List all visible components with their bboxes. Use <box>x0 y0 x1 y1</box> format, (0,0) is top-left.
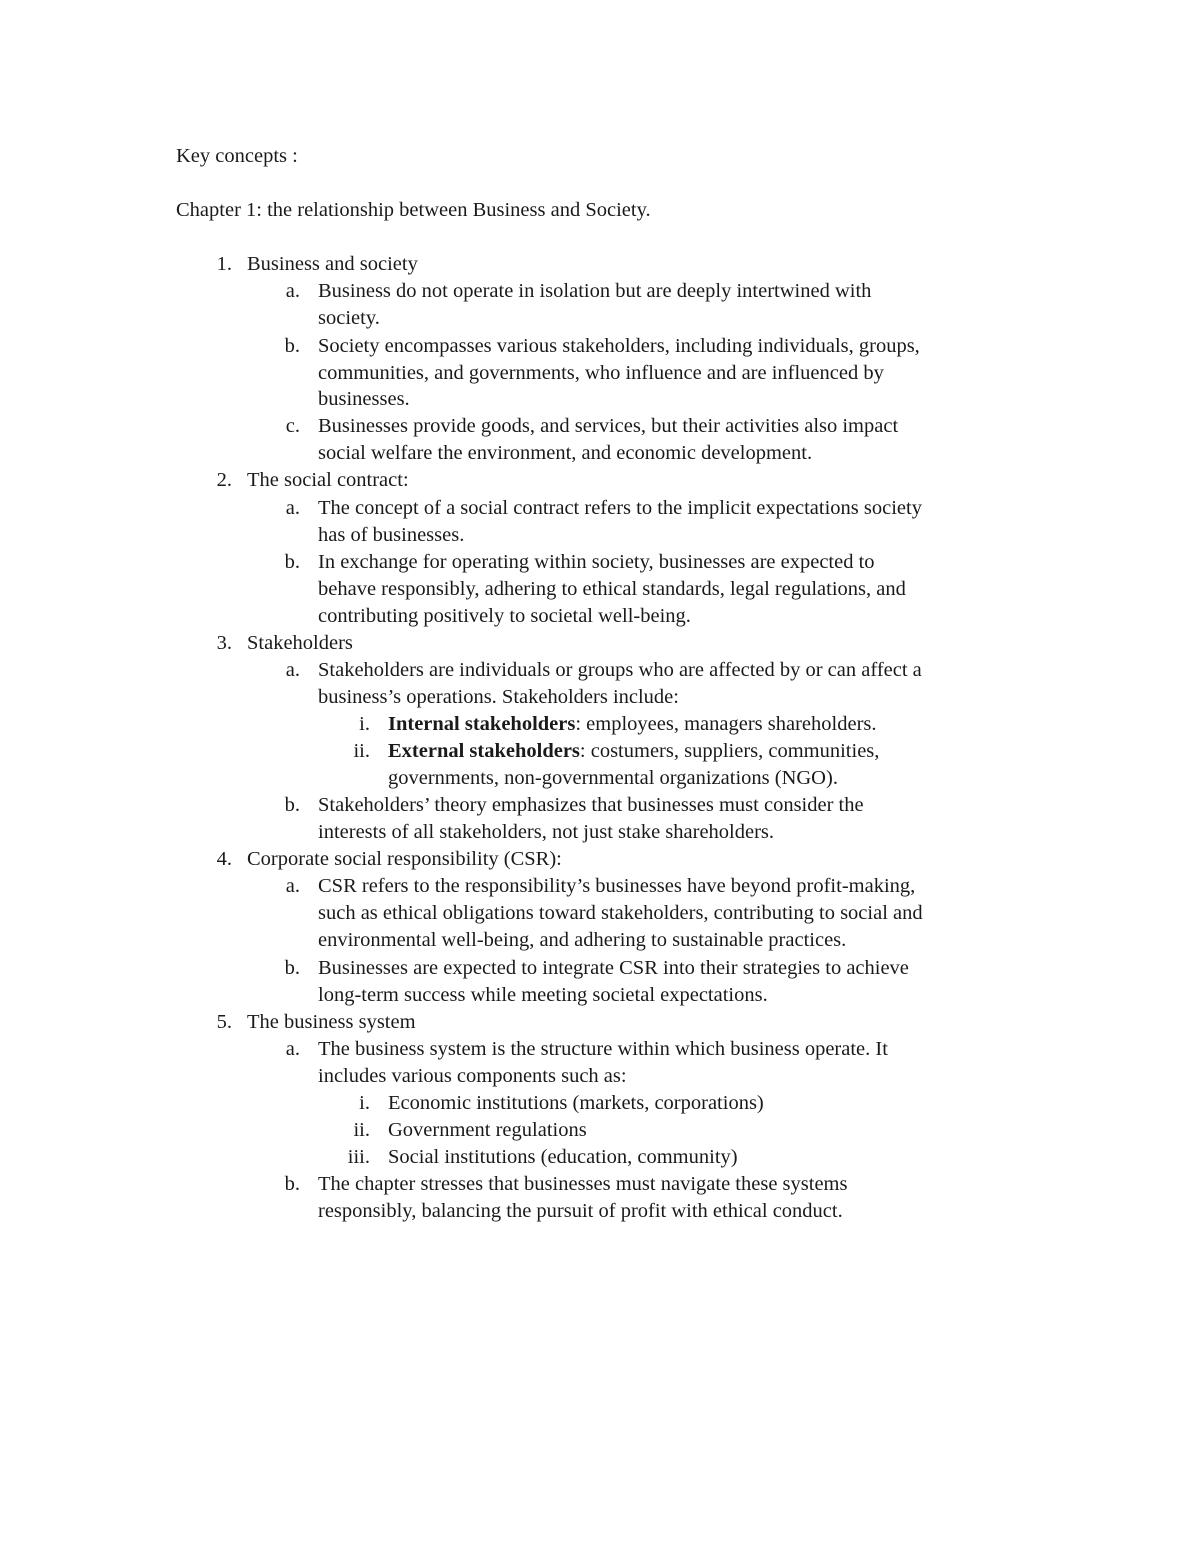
section-5a-i-marker: i. <box>359 1092 370 1114</box>
external-stakeholders-desc: : costumers, suppliers, communities, <box>579 740 880 762</box>
key-concepts-heading: Key concepts : <box>176 145 298 167</box>
section-4b-marker: b. <box>284 957 300 979</box>
section-3a-ii-continuation: governments, non-governmental organizations (NGO). <box>388 767 838 789</box>
section-3a-ii-marker: ii. <box>353 740 370 762</box>
section-1b-marker: b. <box>284 335 300 357</box>
section-2a-marker: a. <box>285 497 300 519</box>
internal-stakeholders-desc: : employees, managers shareholders. <box>575 713 877 735</box>
section-5a-i-text: Economic institutions (markets, corporations) <box>388 1092 764 1114</box>
section-4a-line-1: CSR refers to the responsibility’s businesses have beyond profit-making, <box>318 875 916 897</box>
section-2b-line-3: contributing positively to societal well-being. <box>318 605 691 627</box>
section-5a-ii-marker: ii. <box>353 1119 370 1141</box>
section-5a-iii-text: Social institutions (education, community) <box>388 1146 738 1168</box>
section-4-number: 4. <box>216 848 232 870</box>
section-3b-marker: b. <box>284 794 300 816</box>
section-2b-line-1: In exchange for operating within society, businesses are expected to <box>318 551 875 573</box>
section-1c-marker: c. <box>285 415 300 437</box>
section-2b-line-2: behave responsibly, adhering to ethical standards, legal regulations, and <box>318 578 906 600</box>
section-4b-line-2: long-term success while meeting societal expectations. <box>318 984 768 1006</box>
section-5-number: 5. <box>216 1011 232 1033</box>
external-stakeholders-term: External stakeholders <box>388 740 580 762</box>
section-4-title: Corporate social responsibility (CSR): <box>247 848 562 870</box>
section-5b-marker: b. <box>284 1173 300 1195</box>
section-4a-line-3: environmental well-being, and adhering to sustainable practices. <box>318 929 847 951</box>
section-5a-iii-marker: iii. <box>347 1146 370 1168</box>
section-3a-line-2: business’s operations. Stakeholders include: <box>318 686 679 708</box>
section-4b-line-1: Businesses are expected to integrate CSR into their strategies to achieve <box>318 957 909 979</box>
section-5a-ii-text: Government regulations <box>388 1119 587 1141</box>
section-1b-line-1: Society encompasses various stakeholders, including individuals, groups, <box>318 335 920 357</box>
section-3a-i-text <box>388 711 877 738</box>
section-1a-line-1: Business do not operate in isolation but are deeply intertwined with <box>318 280 872 302</box>
section-1-title: Business and society <box>247 253 418 275</box>
section-4a-line-2: such as ethical obligations toward stakeholders, contributing to social and <box>318 902 923 924</box>
section-5a-marker: a. <box>285 1038 300 1060</box>
section-3a-ii-text <box>388 738 879 765</box>
section-1c-line-1: Businesses provide goods, and services, but their activities also impact <box>318 415 899 437</box>
section-5a-line-2: includes various components such as: <box>318 1065 627 1087</box>
section-1a-marker: a. <box>285 280 300 302</box>
section-5-title: The business system <box>247 1011 416 1033</box>
section-1a-line-2: society. <box>318 307 380 329</box>
section-2-number: 2. <box>216 469 232 491</box>
section-3-number: 3. <box>216 632 232 654</box>
section-5a-line-1: The business system is the structure within which business operate. It <box>318 1038 888 1060</box>
internal-stakeholders-term: Internal stakeholders <box>388 713 576 735</box>
section-2a-line-1: The concept of a social contract refers to the implicit expectations society <box>318 497 922 519</box>
chapter-title: Chapter 1: the relationship between Business and Society. <box>176 199 651 221</box>
section-3a-i-marker: i. <box>359 713 370 735</box>
section-4a-marker: a. <box>285 875 300 897</box>
section-2-title: The social contract: <box>247 469 409 491</box>
section-2a-line-2: has of businesses. <box>318 524 465 546</box>
section-5b-line-2: responsibly, balancing the pursuit of profit with ethical conduct. <box>318 1200 843 1222</box>
section-1c-line-2: social welfare the environment, and economic development. <box>318 442 813 464</box>
section-1b-line-3: businesses. <box>318 388 410 410</box>
section-1-number: 1. <box>216 253 232 275</box>
section-3b-line-2: interests of all stakeholders, not just stake shareholders. <box>318 821 775 843</box>
section-3b-line-1: Stakeholders’ theory emphasizes that businesses must consider the <box>318 794 864 816</box>
section-5b-line-1: The chapter stresses that businesses must navigate these systems <box>318 1173 848 1195</box>
section-3a-marker: a. <box>285 659 300 681</box>
section-1b-line-2: communities, and governments, who influence and are influenced by <box>318 362 884 384</box>
section-3-title: Stakeholders <box>247 632 353 654</box>
section-3a-line-1: Stakeholders are individuals or groups who are affected by or can affect a <box>318 659 922 681</box>
section-2b-marker: b. <box>284 551 300 573</box>
